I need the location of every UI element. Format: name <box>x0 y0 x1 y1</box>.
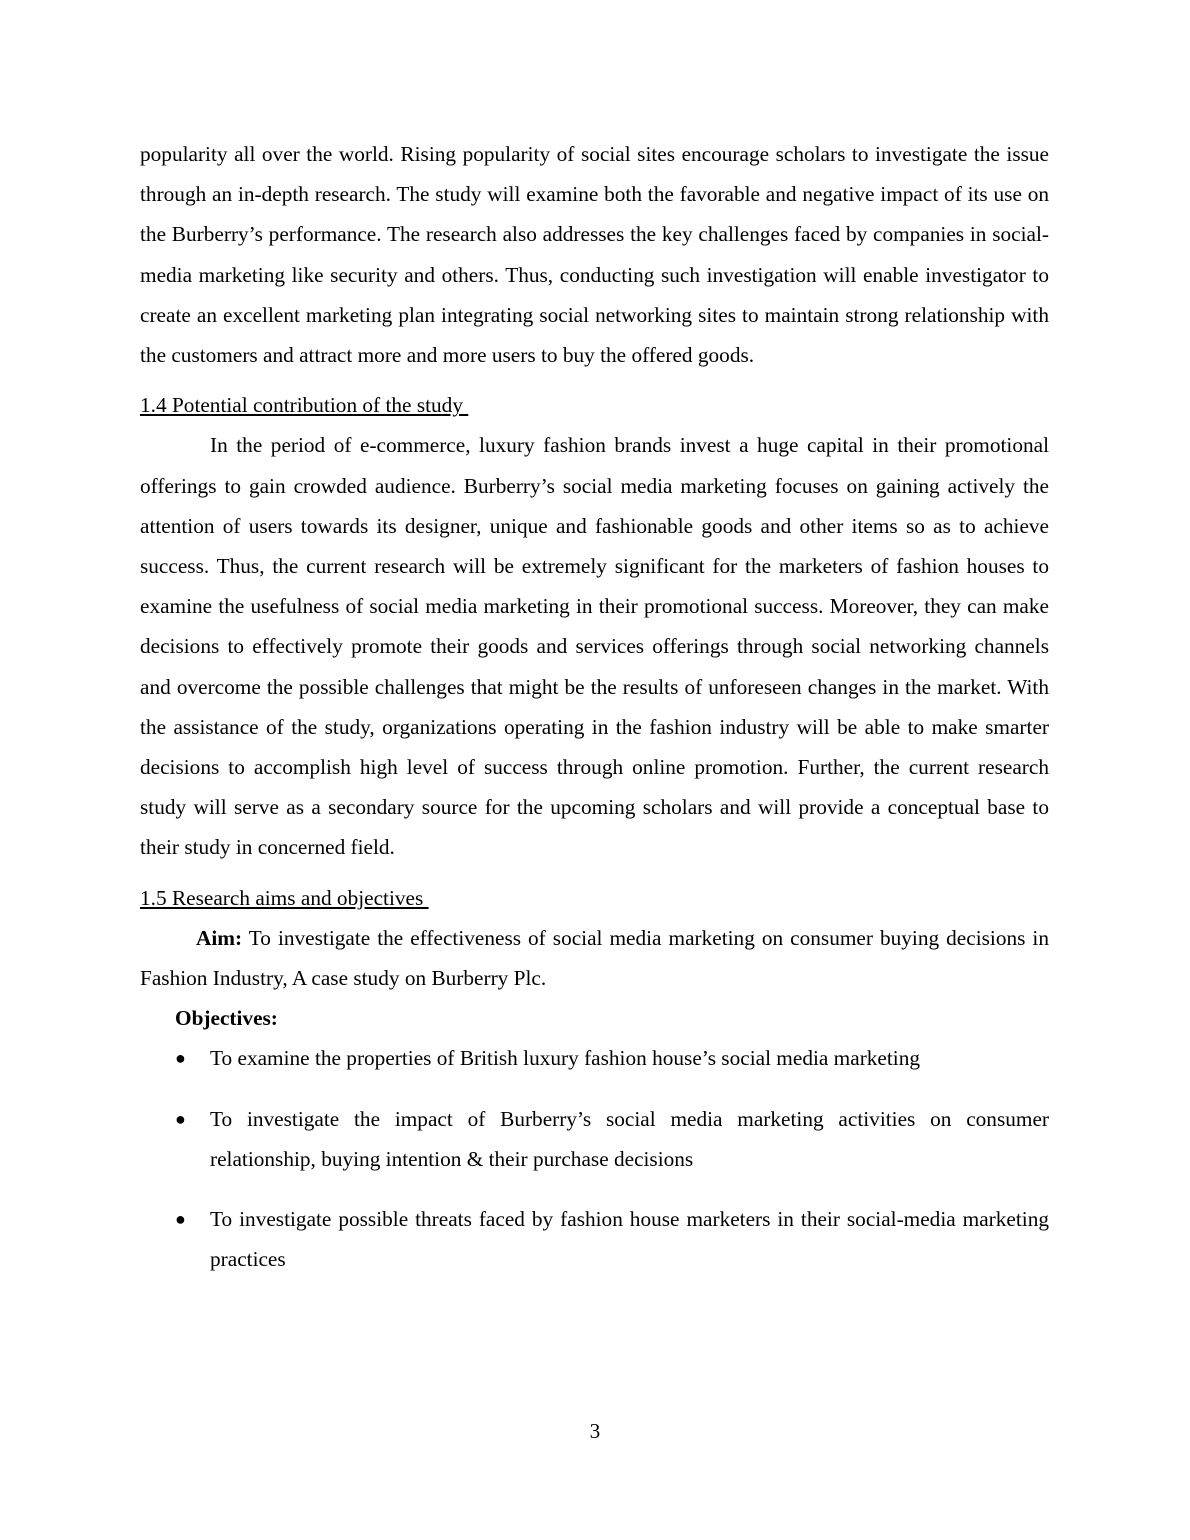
objective-item <box>140 1199 1049 1279</box>
objective-text: To examine the properties of British luxury fashion house’s social media marketing <box>210 1046 921 1071</box>
objectives-label: Objectives: <box>175 1006 278 1031</box>
objective-text: To investigate the impact of Burberry’s social media marketing activities on consumer relationship, buying intention & their purchase decisions <box>210 1106 1049 1171</box>
aim-text: To investigate the effectiveness of social media marketing on consumer buying decisions in Fashion Industry, A case study on Burberry Plc. <box>140 925 1049 991</box>
bullet-icon: ● <box>175 1108 186 1129</box>
bullet-icon: ● <box>175 1048 186 1069</box>
page-content <box>140 134 1049 1299</box>
objective-text: To investigate possible threats faced by fashion house marketers in their social-media marketing practices <box>210 1207 1049 1272</box>
objective-item <box>140 1038 1049 1078</box>
objective-item <box>140 1099 1049 1179</box>
bullet-icon: ● <box>175 1209 186 1230</box>
aim-paragraph <box>140 918 1049 998</box>
aim-label: Aim: <box>196 925 243 950</box>
section-heading-aims-objectives: 1.5 Research aims and objectives <box>140 885 429 910</box>
objectives-list <box>140 1038 1049 1279</box>
intro-paragraph: popularity all over the world. Rising popularity of social sites encourage scholars to investigate the issue through an in-depth research. The study will examine both the favorable and negative impact of its use on the Burberry’s performance. The research also addresses the key challenges faced by companies in social-media marketing like security and others. Thus, conducting such investigation will enable investigator to create an excellent marketing plan integrating social networking sites to maintain strong relationship with the customers and attract more and more users to buy the offered goods. <box>140 142 1049 368</box>
potential-contribution-paragraph: In the period of e-commerce, luxury fashion brands invest a huge capital in their promotional offerings to gain crowded audience. Burberry’s social media marketing focuses on gaining actively the attention of users towards its designer, unique and fashionable goods and other items so as to achieve success. Thus, the current research will be extremely significant for the marketers of fashion houses to examine the usefulness of social media marketing in their promotional success. Moreover, they can make decisions to effectively promote their goods and services offerings through social networking channels and overcome the possible challenges that might be the results of unforeseen changes in the market. With the assistance of the study, organizations operating in the fashion industry will be able to make smarter decisions to accomplish high level of success through online promotion. Further, the current research study will serve as a secondary source for the upcoming scholars and will provide a conceptual base to their study in concerned field. <box>140 433 1049 860</box>
section-heading-potential-contribution: 1.4 Potential contribution of the study <box>140 393 469 418</box>
page-number: 3 <box>589 1419 601 1443</box>
